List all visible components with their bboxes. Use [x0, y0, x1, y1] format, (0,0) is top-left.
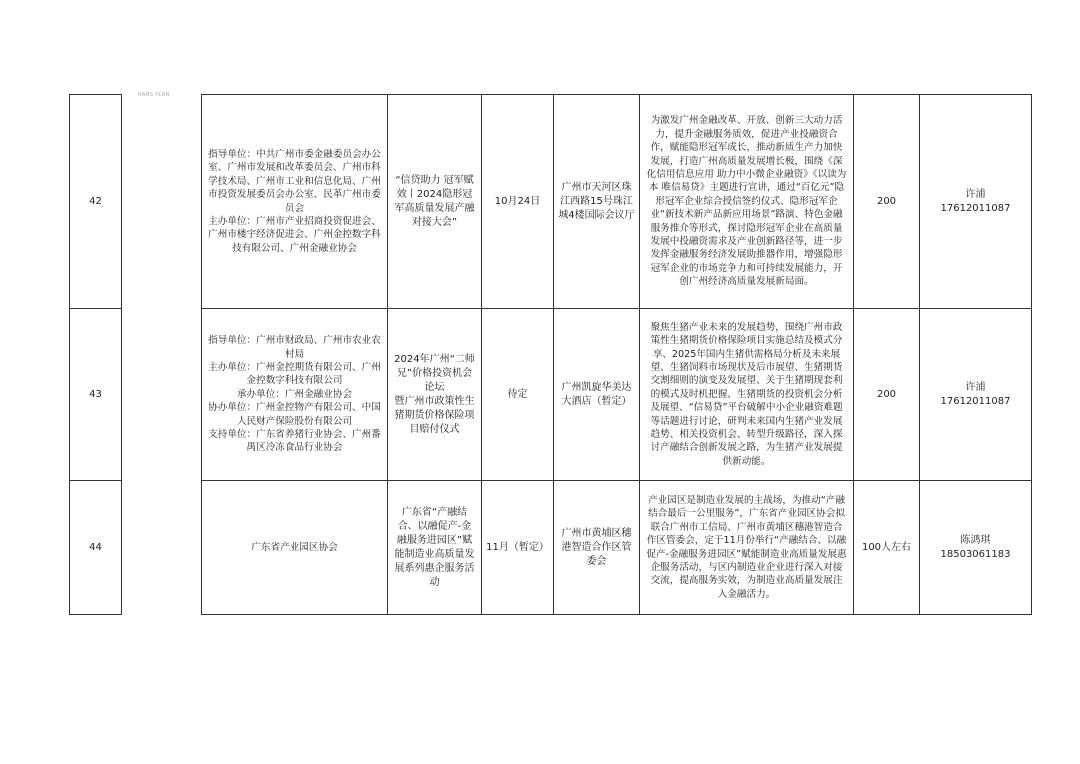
blank-cell [122, 309, 202, 481]
row-number: 42 [70, 95, 122, 309]
event-date: 11月（暂定） [482, 481, 554, 615]
organizer-units: 广东省产业园区协会 [202, 481, 388, 615]
contact-info: 许浦 17612011087 [920, 95, 1032, 309]
event-name: 2024年广州“二师兄”价格投资机会论坛 暨广州市政策性生猪期货价格保险项目赔付仪式 [388, 309, 482, 481]
table-row [70, 95, 1032, 309]
event-name: “信贷助力 冠军赋效丨2024隐形冠军高质量发展产融对接大会” [388, 95, 482, 309]
event-description: 聚焦生猪产业未来的发展趋势，围绕广州市政策性生猪期货价格保险项目实施总结及模式分享、2025年国内生猪供需格局分析及未来展望、生猪饲料市场现状及后市展望、生猪期货交割细则的演变及发展望、关于生猪期现套利的模式及时机把握、生猪期货的投资机会分析及展望、“信易贷”平台破解中小企业融资难题等话题进行讨论，研判未来国内生猪产业发展趋势、相关投资机会、转型升级路径，深入探讨产融结合创新发展之路，为生猪产业发展提供新动能。 [640, 309, 854, 481]
event-description: 产业园区是制造业发展的主战场，为推动“产融结合最后一公里服务”，广东省产业园区协会拟联合广州市工信局、广州市黄埔区穗港智造合作区管委会，定于11月份举行“产融结合、以融促产-金融服务进园区”赋能制造业高质量发展惠企服务活动，与区内制造业企业进行深入对接交流，提高服务实效，为制造业高质量发展注入金融活力。 [640, 481, 854, 615]
contact-info: 许浦 17612011087 [920, 309, 1032, 481]
event-venue: 广州凯旋华美达大酒店（暂定） [554, 309, 640, 481]
event-table [69, 94, 1032, 615]
header-fragment: RAMS PLAN [138, 92, 170, 98]
attendee-count: 200 [854, 309, 920, 481]
blank-cell [122, 481, 202, 615]
event-venue: 广州市天河区珠江西路15号珠江城4楼国际会议厅 [554, 95, 640, 309]
event-date: 10月24日 [482, 95, 554, 309]
attendee-count: 100人左右 [854, 481, 920, 615]
organizer-units: 指导单位：广州市财政局、广州市农业农村局 主办单位：广州金控期货有限公司、广州金控数字科技有限公司 承办单位：广州金融业协会 协办单位：广州金控物产有限公司、中国人民财产保险股份有限公司 支持单位：广东省养猪行业协会、广州番禺区冷冻食品行业协会 [202, 309, 388, 481]
table-row [70, 481, 1032, 615]
event-date: 待定 [482, 309, 554, 481]
contact-info: 陈鸿琪 18503061183 [920, 481, 1032, 615]
attendee-count: 200 [854, 95, 920, 309]
event-venue: 广州市黄埔区穗港智造合作区管委会 [554, 481, 640, 615]
blank-cell [122, 95, 202, 309]
organizer-units: 指导单位：中共广州市委金融委员会办公室、广州市发展和改革委员会、广州市科学技术局、广州市工业和信息化局、广州市投资发展委员会办公室、民革广州市委员会 主办单位：广州市产业招商投资促进会、广州市楼宇经济促进会、广州金控数字科技有限公司、广州金融业协会 [202, 95, 388, 309]
event-description: 为激发广州金融改革、开放、创新三大动力活力，提升金融服务质效，促进产业投融资合作，赋能隐形冠军成长，推动新质生产力加快发展，打造广州高质量发展增长极，围绕《深化信用信息应用 助力中小微企业融资》《以读为本 唯信易贷》主题进行宣讲，通过“百亿元”隐形冠军企业综合授信签约仪式、隐形冠军企业“新技术新产品新应用场景”路演、特色金融服务推介等形式，探讨隐形冠军企业在高质量发展中投融资需求及产业创新路径等，进一步发挥金融服务经济发展助推器作用，增强隐形冠军企业的市场竞争力和可持续发展能力，开创广州经济高质量发展新局面。 [640, 95, 854, 309]
event-name: 广东省“产融结合、以融促产-金融服务进园区”赋能制造业高质量发展系列惠企服务活动 [388, 481, 482, 615]
table-row [70, 309, 1032, 481]
row-number: 44 [70, 481, 122, 615]
row-number: 43 [70, 309, 122, 481]
